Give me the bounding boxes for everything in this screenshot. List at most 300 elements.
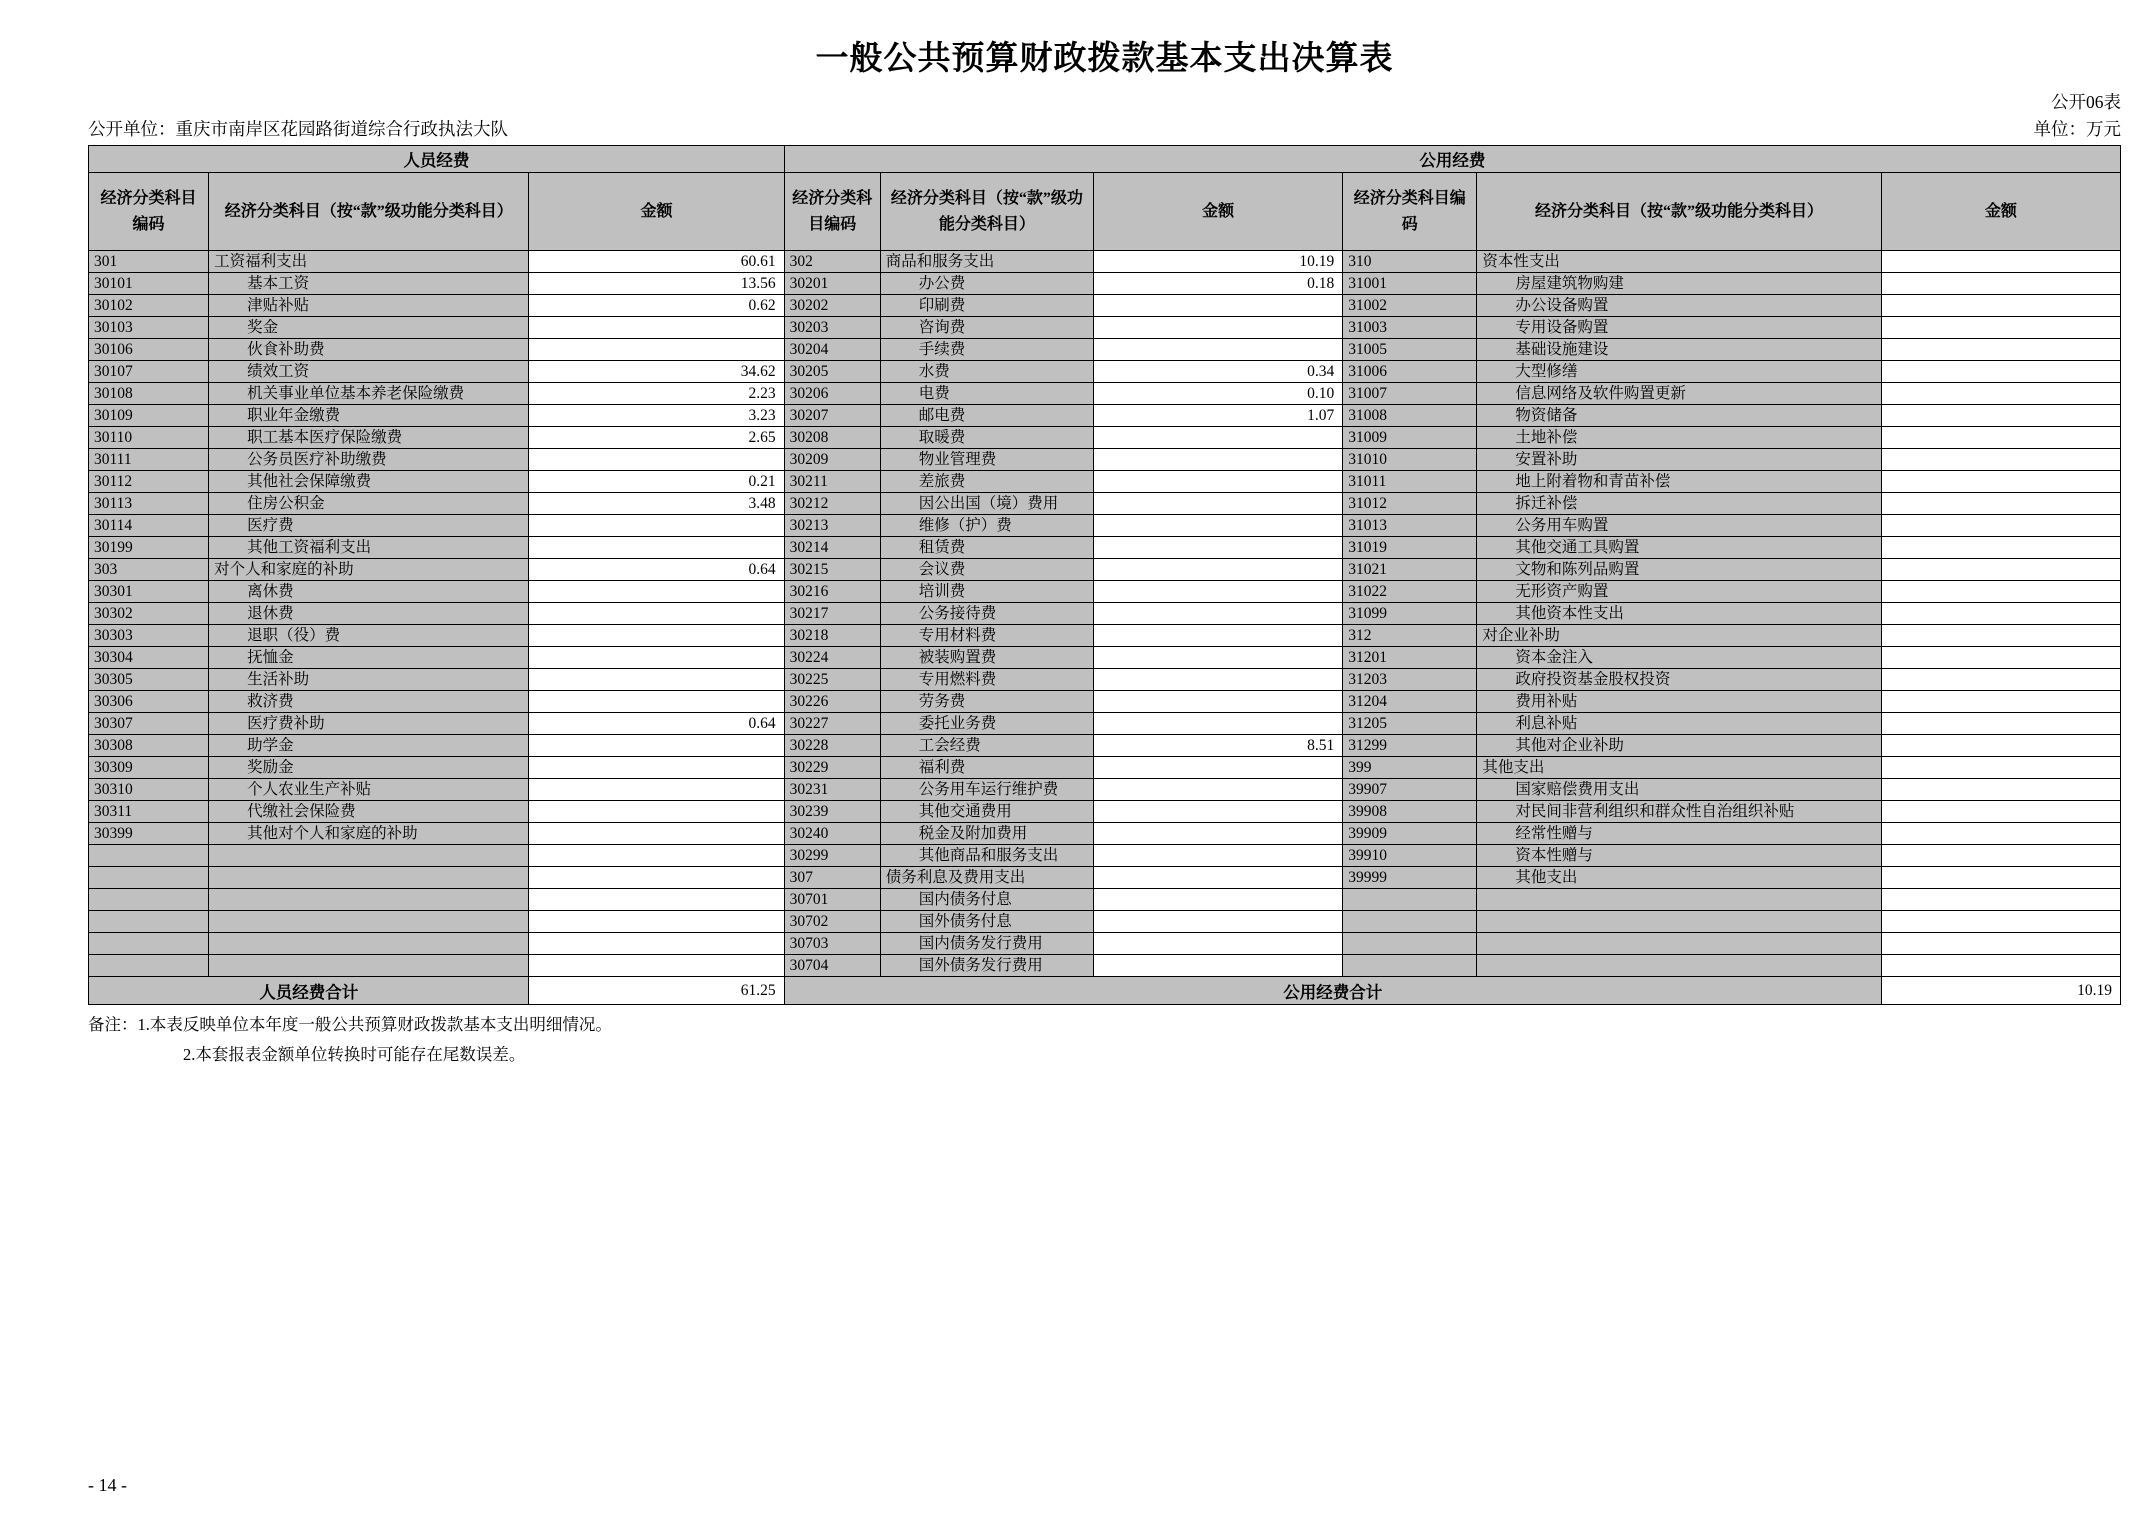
code-cell — [89, 933, 209, 955]
subject-cell: 对民间非营利组织和群众性自治组织补贴 — [1477, 801, 1881, 823]
subject-cell: 助学金 — [209, 735, 529, 757]
subject-cell: 劳务费 — [880, 691, 1093, 713]
amount-cell — [1881, 295, 2120, 317]
subject-cell: 其他支出 — [1477, 867, 1881, 889]
code-cell: 30112 — [89, 471, 209, 493]
code-cell: 30109 — [89, 405, 209, 427]
code-cell: 31012 — [1343, 493, 1477, 515]
column-header-row — [89, 173, 2121, 251]
subject-cell: 邮电费 — [880, 405, 1093, 427]
subject-cell: 办公费 — [880, 273, 1093, 295]
col-header-code-3: 经济分类科目编码 — [1343, 173, 1477, 251]
subject-cell: 其他社会保障缴费 — [209, 471, 529, 493]
amount-cell: 2.65 — [529, 427, 784, 449]
subject-cell: 商品和服务支出 — [880, 251, 1093, 273]
publishing-unit — [88, 116, 738, 143]
amount-cell — [529, 647, 784, 669]
amount-cell — [529, 625, 784, 647]
code-cell: 30304 — [89, 647, 209, 669]
code-cell — [1343, 955, 1477, 977]
table-row — [89, 339, 2121, 361]
code-cell — [89, 955, 209, 977]
code-cell: 30108 — [89, 383, 209, 405]
subject-cell: 手续费 — [880, 339, 1093, 361]
amount-cell: 3.48 — [529, 493, 784, 515]
subject-cell: 资本金注入 — [1477, 647, 1881, 669]
table-row — [89, 581, 2121, 603]
subject-cell: 地上附着物和青苗补偿 — [1477, 471, 1881, 493]
subject-cell: 经常性赠与 — [1477, 823, 1881, 845]
code-cell: 31203 — [1343, 669, 1477, 691]
amount-cell — [1881, 669, 2120, 691]
table-row — [89, 823, 2121, 845]
code-cell: 30310 — [89, 779, 209, 801]
code-cell: 30231 — [784, 779, 880, 801]
code-cell: 31204 — [1343, 691, 1477, 713]
amount-cell — [1093, 867, 1342, 889]
code-cell: 39910 — [1343, 845, 1477, 867]
subject-cell — [209, 911, 529, 933]
code-cell: 31001 — [1343, 273, 1477, 295]
subject-cell: 对个人和家庭的补助 — [209, 559, 529, 581]
subject-cell — [1477, 889, 1881, 911]
subject-cell — [209, 845, 529, 867]
public-total-amount: 10.19 — [1881, 977, 2120, 1005]
subject-cell: 工会经费 — [880, 735, 1093, 757]
code-cell: 30302 — [89, 603, 209, 625]
amount-cell — [1093, 823, 1342, 845]
col-header-code-2: 经济分类科目编码 — [784, 173, 880, 251]
subject-cell: 土地补偿 — [1477, 427, 1881, 449]
note-line-2: 2.本套报表金额单位转换时可能存在尾数误差。 — [183, 1044, 526, 1064]
subject-cell: 国内债务发行费用 — [880, 933, 1093, 955]
unit-name: 重庆市南岸区花园路街道综合行政执法大队 — [175, 119, 508, 140]
subject-cell: 取暖费 — [880, 427, 1093, 449]
code-cell: 30211 — [784, 471, 880, 493]
table-row — [89, 427, 2121, 449]
subject-cell: 奖励金 — [209, 757, 529, 779]
amount-cell: 0.64 — [529, 713, 784, 735]
personnel-total-amount: 61.25 — [529, 977, 784, 1005]
code-cell: 30299 — [784, 845, 880, 867]
public-total-label: 公用经费合计 — [784, 977, 1881, 1005]
code-cell: 302 — [784, 251, 880, 273]
amount-cell — [1093, 537, 1342, 559]
table-row — [89, 449, 2121, 471]
page-number: - 14 - — [88, 1475, 127, 1495]
amount-cell — [1881, 603, 2120, 625]
code-cell: 30215 — [784, 559, 880, 581]
amount-cell: 0.21 — [529, 471, 784, 493]
subject-cell: 奖金 — [209, 317, 529, 339]
amount-cell — [529, 955, 784, 977]
code-cell: 31011 — [1343, 471, 1477, 493]
code-cell: 30199 — [89, 537, 209, 559]
code-cell: 30214 — [784, 537, 880, 559]
code-cell: 307 — [784, 867, 880, 889]
page-title: 一般公共预算财政拨款基本支出决算表 — [815, 41, 1394, 77]
table-row — [89, 273, 2121, 295]
amount-cell: 0.62 — [529, 295, 784, 317]
col-header-amount-2: 金额 — [1093, 173, 1342, 251]
subject-cell: 专用材料费 — [880, 625, 1093, 647]
table-row — [89, 559, 2121, 581]
code-cell: 30701 — [784, 889, 880, 911]
code-cell: 30227 — [784, 713, 880, 735]
table-row — [89, 801, 2121, 823]
col-header-subject-2: 经济分类科目（按“款”级功能分类科目） — [880, 173, 1093, 251]
subject-cell: 债务利息及费用支出 — [880, 867, 1093, 889]
amount-cell — [1093, 493, 1342, 515]
amount-cell — [1093, 669, 1342, 691]
code-cell: 310 — [1343, 251, 1477, 273]
code-cell: 31201 — [1343, 647, 1477, 669]
code-cell: 39908 — [1343, 801, 1477, 823]
table-row — [89, 691, 2121, 713]
amount-cell — [1881, 251, 2120, 273]
amount-cell: 8.51 — [1093, 735, 1342, 757]
group-header-public: 公用经费 — [784, 146, 2120, 173]
amount-cell: 2.23 — [529, 383, 784, 405]
subject-cell: 培训费 — [880, 581, 1093, 603]
amount-cell — [1093, 801, 1342, 823]
table-row — [89, 405, 2121, 427]
subject-cell: 职工基本医疗保险缴费 — [209, 427, 529, 449]
table-row — [89, 295, 2121, 317]
amount-cell — [1881, 889, 2120, 911]
subject-cell: 津贴补贴 — [209, 295, 529, 317]
subject-cell — [209, 955, 529, 977]
subject-cell: 政府投资基金股权投资 — [1477, 669, 1881, 691]
subject-cell: 拆迁补偿 — [1477, 493, 1881, 515]
amount-cell — [1093, 559, 1342, 581]
amount-cell — [1093, 955, 1342, 977]
amount-cell — [1093, 339, 1342, 361]
subject-cell: 伙食补助费 — [209, 339, 529, 361]
subject-cell: 绩效工资 — [209, 361, 529, 383]
amount-cell — [1093, 603, 1342, 625]
table-row — [89, 867, 2121, 889]
subject-cell: 抚恤金 — [209, 647, 529, 669]
code-cell: 30225 — [784, 669, 880, 691]
meta-row — [88, 89, 2121, 143]
subject-cell: 信息网络及软件购置更新 — [1477, 383, 1881, 405]
code-cell: 31005 — [1343, 339, 1477, 361]
subject-cell: 其他工资福利支出 — [209, 537, 529, 559]
subject-cell: 无形资产购置 — [1477, 581, 1881, 603]
amount-cell — [1093, 889, 1342, 911]
code-cell: 30305 — [89, 669, 209, 691]
amount-cell — [1881, 713, 2120, 735]
amount-cell — [1093, 779, 1342, 801]
amount-cell — [529, 603, 784, 625]
subject-cell: 文物和陈列品购置 — [1477, 559, 1881, 581]
amount-cell — [1881, 515, 2120, 537]
table-row — [89, 251, 2121, 273]
subject-cell: 办公设备购置 — [1477, 295, 1881, 317]
amount-cell — [529, 845, 784, 867]
subject-cell: 专用设备购置 — [1477, 317, 1881, 339]
amount-cell — [529, 823, 784, 845]
totals-row — [89, 977, 2121, 1005]
code-cell: 30226 — [784, 691, 880, 713]
code-cell — [1343, 911, 1477, 933]
amount-cell — [529, 779, 784, 801]
amount-cell — [1881, 273, 2120, 295]
amount-cell — [1881, 691, 2120, 713]
amount-cell — [529, 735, 784, 757]
subject-cell — [209, 867, 529, 889]
amount-cell — [1881, 559, 2120, 581]
code-cell: 30203 — [784, 317, 880, 339]
table-row — [89, 317, 2121, 339]
amount-cell — [529, 933, 784, 955]
subject-cell: 资本性支出 — [1477, 251, 1881, 273]
code-cell: 30229 — [784, 757, 880, 779]
table-row — [89, 625, 2121, 647]
code-cell: 30216 — [784, 581, 880, 603]
subject-cell: 房屋建筑物购建 — [1477, 273, 1881, 295]
code-cell: 30702 — [784, 911, 880, 933]
notes — [88, 1010, 2121, 1069]
amount-cell — [1881, 493, 2120, 515]
amount-cell: 0.10 — [1093, 383, 1342, 405]
amount-cell — [529, 515, 784, 537]
amount-cell — [1881, 845, 2120, 867]
code-cell: 30212 — [784, 493, 880, 515]
amount-cell — [1093, 581, 1342, 603]
amount-cell: 1.07 — [1093, 405, 1342, 427]
code-cell: 31099 — [1343, 603, 1477, 625]
table-row — [89, 933, 2121, 955]
group-header-personnel: 人员经费 — [89, 146, 785, 173]
subject-cell: 维修（护）费 — [880, 515, 1093, 537]
code-cell: 30228 — [784, 735, 880, 757]
code-cell: 30113 — [89, 493, 209, 515]
code-cell: 31010 — [1343, 449, 1477, 471]
subject-cell: 医疗费 — [209, 515, 529, 537]
subject-cell: 工资福利支出 — [209, 251, 529, 273]
subject-cell — [209, 889, 529, 911]
subject-cell: 公务接待费 — [880, 603, 1093, 625]
subject-cell: 公务用车运行维护费 — [880, 779, 1093, 801]
code-cell: 30110 — [89, 427, 209, 449]
amount-cell — [1881, 757, 2120, 779]
amount-cell — [1881, 383, 2120, 405]
subject-cell: 专用燃料费 — [880, 669, 1093, 691]
amount-cell — [1881, 405, 2120, 427]
code-cell: 31205 — [1343, 713, 1477, 735]
table-row — [89, 845, 2121, 867]
code-cell: 399 — [1343, 757, 1477, 779]
amount-cell — [1881, 867, 2120, 889]
code-cell: 30308 — [89, 735, 209, 757]
subject-cell: 因公出国（境）费用 — [880, 493, 1093, 515]
code-cell: 31019 — [1343, 537, 1477, 559]
amount-cell — [529, 537, 784, 559]
subject-cell: 对企业补助 — [1477, 625, 1881, 647]
amount-cell — [529, 757, 784, 779]
subject-cell: 代缴社会保险费 — [209, 801, 529, 823]
code-cell: 39907 — [1343, 779, 1477, 801]
amount-cell — [1881, 911, 2120, 933]
expenditure-table — [88, 145, 2121, 1005]
subject-cell: 税金及附加费用 — [880, 823, 1093, 845]
subject-cell: 其他对个人和家庭的补助 — [209, 823, 529, 845]
subject-cell: 职业年金缴费 — [209, 405, 529, 427]
amount-cell — [1093, 449, 1342, 471]
amount-cell: 0.18 — [1093, 273, 1342, 295]
code-cell: 30213 — [784, 515, 880, 537]
code-cell — [1343, 933, 1477, 955]
subject-cell: 国家赔偿费用支出 — [1477, 779, 1881, 801]
subject-cell: 其他资本性支出 — [1477, 603, 1881, 625]
code-cell: 31003 — [1343, 317, 1477, 339]
amount-cell — [529, 911, 784, 933]
code-cell: 30301 — [89, 581, 209, 603]
code-cell: 30218 — [784, 625, 880, 647]
code-cell — [89, 845, 209, 867]
table-row — [89, 537, 2121, 559]
subject-cell: 电费 — [880, 383, 1093, 405]
amount-cell — [1093, 911, 1342, 933]
amount-cell — [1093, 427, 1342, 449]
subject-cell: 基础设施建设 — [1477, 339, 1881, 361]
table-row — [89, 361, 2121, 383]
meta-right — [2034, 89, 2122, 143]
table-row — [89, 515, 2121, 537]
amount-cell — [1093, 757, 1342, 779]
table-row — [89, 955, 2121, 977]
subject-cell: 离休费 — [209, 581, 529, 603]
code-cell: 30306 — [89, 691, 209, 713]
amount-cell — [1881, 449, 2120, 471]
col-header-subject-3: 经济分类科目（按“款”级功能分类科目） — [1477, 173, 1881, 251]
amount-cell — [1093, 515, 1342, 537]
amount-cell — [529, 669, 784, 691]
amount-cell — [529, 581, 784, 603]
unit-of-measure: 单位：万元 — [2033, 119, 2121, 140]
subject-cell: 资本性赠与 — [1477, 845, 1881, 867]
amount-cell — [1881, 801, 2120, 823]
amount-cell: 3.23 — [529, 405, 784, 427]
code-cell: 30307 — [89, 713, 209, 735]
code-cell: 31013 — [1343, 515, 1477, 537]
amount-cell: 0.64 — [529, 559, 784, 581]
subject-cell: 国外债务付息 — [880, 911, 1093, 933]
amount-cell — [1093, 845, 1342, 867]
code-cell: 31022 — [1343, 581, 1477, 603]
code-cell — [89, 911, 209, 933]
group-header-row — [89, 146, 2121, 173]
code-cell: 303 — [89, 559, 209, 581]
code-cell: 31008 — [1343, 405, 1477, 427]
subject-cell — [1477, 955, 1881, 977]
code-cell: 30208 — [784, 427, 880, 449]
table-row — [89, 735, 2121, 757]
table-row — [89, 669, 2121, 691]
subject-cell: 其他支出 — [1477, 757, 1881, 779]
subject-cell: 公务用车购置 — [1477, 515, 1881, 537]
code-cell — [89, 889, 209, 911]
amount-cell — [1881, 779, 2120, 801]
amount-cell — [1881, 339, 2120, 361]
subject-cell: 公务员医疗补助缴费 — [209, 449, 529, 471]
subject-cell: 国外债务发行费用 — [880, 955, 1093, 977]
code-cell: 30207 — [784, 405, 880, 427]
amount-cell — [529, 867, 784, 889]
amount-cell — [1881, 471, 2120, 493]
subject-cell: 物业管理费 — [880, 449, 1093, 471]
code-cell: 30399 — [89, 823, 209, 845]
subject-cell: 被装购置费 — [880, 647, 1093, 669]
subject-cell: 物资储备 — [1477, 405, 1881, 427]
code-cell: 30201 — [784, 273, 880, 295]
amount-cell — [529, 889, 784, 911]
amount-cell — [1881, 647, 2120, 669]
subject-cell: 福利费 — [880, 757, 1093, 779]
subject-cell: 退职（役）费 — [209, 625, 529, 647]
subject-cell — [1477, 911, 1881, 933]
table-row — [89, 757, 2121, 779]
col-header-subject-1: 经济分类科目（按“款”级功能分类科目） — [209, 173, 529, 251]
amount-cell — [1093, 317, 1342, 339]
subject-cell: 租赁费 — [880, 537, 1093, 559]
code-cell: 30309 — [89, 757, 209, 779]
table-row — [89, 603, 2121, 625]
subject-cell: 其他商品和服务支出 — [880, 845, 1093, 867]
subject-cell: 印刷费 — [880, 295, 1093, 317]
table-row — [89, 779, 2121, 801]
code-cell: 30239 — [784, 801, 880, 823]
code-cell: 301 — [89, 251, 209, 273]
amount-cell — [1093, 647, 1342, 669]
table-row — [89, 713, 2121, 735]
amount-cell — [1093, 625, 1342, 647]
col-header-code-1: 经济分类科目编码 — [89, 173, 209, 251]
code-cell: 31007 — [1343, 383, 1477, 405]
col-header-amount-3: 金额 — [1881, 173, 2120, 251]
code-cell: 39999 — [1343, 867, 1477, 889]
code-cell: 30206 — [784, 383, 880, 405]
subject-cell: 国内债务付息 — [880, 889, 1093, 911]
subject-cell: 安置补助 — [1477, 449, 1881, 471]
amount-cell: 34.62 — [529, 361, 784, 383]
amount-cell — [1093, 471, 1342, 493]
subject-cell: 机关事业单位基本养老保险缴费 — [209, 383, 529, 405]
code-cell: 30204 — [784, 339, 880, 361]
subject-cell: 大型修缮 — [1477, 361, 1881, 383]
subject-cell: 退休费 — [209, 603, 529, 625]
subject-cell: 救济费 — [209, 691, 529, 713]
amount-cell — [1881, 361, 2120, 383]
code-cell — [89, 867, 209, 889]
code-cell: 30205 — [784, 361, 880, 383]
subject-cell: 基本工资 — [209, 273, 529, 295]
code-cell: 30111 — [89, 449, 209, 471]
code-cell: 30209 — [784, 449, 880, 471]
amount-cell — [529, 449, 784, 471]
subject-cell: 个人农业生产补贴 — [209, 779, 529, 801]
code-cell: 30703 — [784, 933, 880, 955]
amount-cell: 0.34 — [1093, 361, 1342, 383]
code-cell: 30224 — [784, 647, 880, 669]
amount-cell — [529, 339, 784, 361]
subject-cell: 利息补贴 — [1477, 713, 1881, 735]
subject-cell: 水费 — [880, 361, 1093, 383]
code-cell: 30240 — [784, 823, 880, 845]
subject-cell — [1477, 933, 1881, 955]
